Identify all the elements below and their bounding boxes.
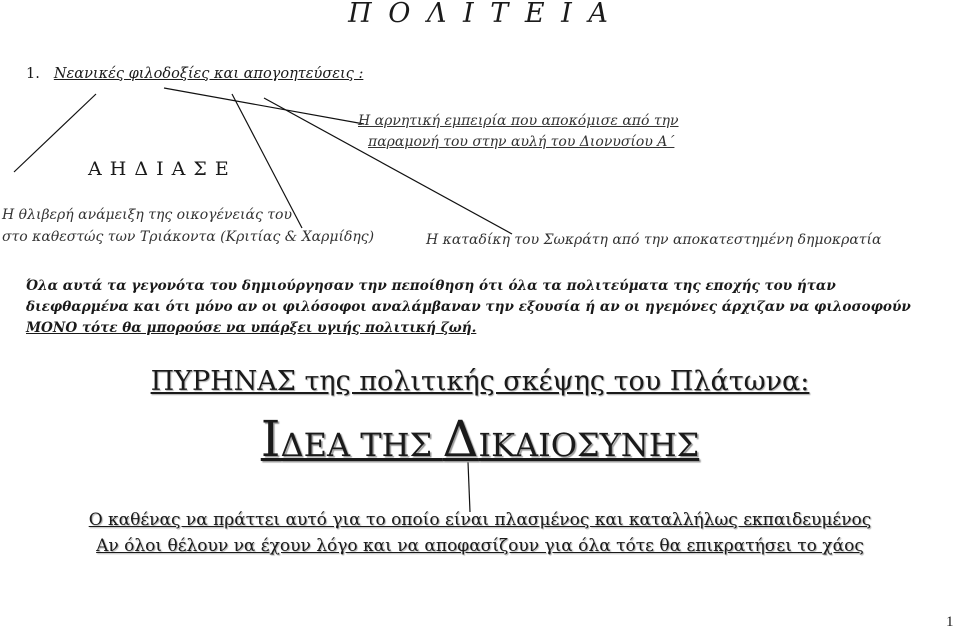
diagram-center-label: Α Η Δ Ι Α Σ Ε [88, 158, 230, 180]
idea-cap-2: Δ [442, 410, 479, 468]
line-to-consequences [468, 462, 470, 512]
conclusion-line-1: Όλα αυτά τα γεγονότα του δημιούργησαν την πεποίθηση ότι όλα τα πολιτεύματα της εποχής του ήταν [26, 278, 836, 294]
oligarchy-line-1: Η θλιβερή ανάμειξη της οικογένειάς του [2, 207, 292, 223]
conclusion-line-2: διεφθαρμένα και ότι μόνο αν οι φιλόσοφοι αναλάμβαναν την εξουσία ή αν οι ηγεμόνες άρχιζαν να φιλοσοφούν [26, 299, 911, 315]
oligarchy-line-2: στο καθεστώς των Τριάκοντα (Κριτίας & Χαρμίδης) [2, 229, 375, 245]
page-title: Π Ο Λ Ι Τ Ε Ι Α [348, 0, 612, 29]
consequence-line-2: Αν όλοι θέλουν να έχουν λόγο και να αποφασίζουν για όλα τότε θα επικρατήσει το χάος [96, 536, 864, 556]
idea-of-justice [0, 410, 960, 468]
core-heading: ΠΥΡΗΝΑΣ της πολιτικής σκέψης του Πλάτωνα: [150, 366, 810, 397]
line-to-family [14, 94, 96, 172]
idea-cap-1: Ι [260, 410, 281, 468]
line-to-experience [164, 88, 364, 124]
page-number: 1 [946, 614, 954, 630]
socrates-trial-text: Η καταδίκη του Σωκράτη από την αποκατεστημένη δημοκρατία [426, 232, 882, 248]
idea-part-2: ΙΚΑΙΟΣΥΝΗΣ [478, 426, 700, 464]
experience-line-1: Η αρνητική εμπειρία που αποκόμισε από την [358, 113, 679, 129]
idea-part-1: ΔΕΑ ΤΗΣ [280, 426, 443, 464]
conclusion-line-3: ΜΟΝΟ τότε θα μπορούσε να υπάρξει υγιής πολιτική ζωή. [26, 320, 477, 336]
section-number: 1. [26, 66, 40, 82]
consequence-line-1: Ο καθένας να πράττει αυτό για το οποίο είναι πλασμένος και καταλλήλως εκπαιδευμένος [88, 510, 872, 530]
experience-line-2: παραμονή του στην αυλή του Διονυσίου Α΄ [368, 134, 675, 150]
section-heading-text: Νεανικές φιλοδοξίες και απογοητεύσεις : [53, 66, 364, 82]
